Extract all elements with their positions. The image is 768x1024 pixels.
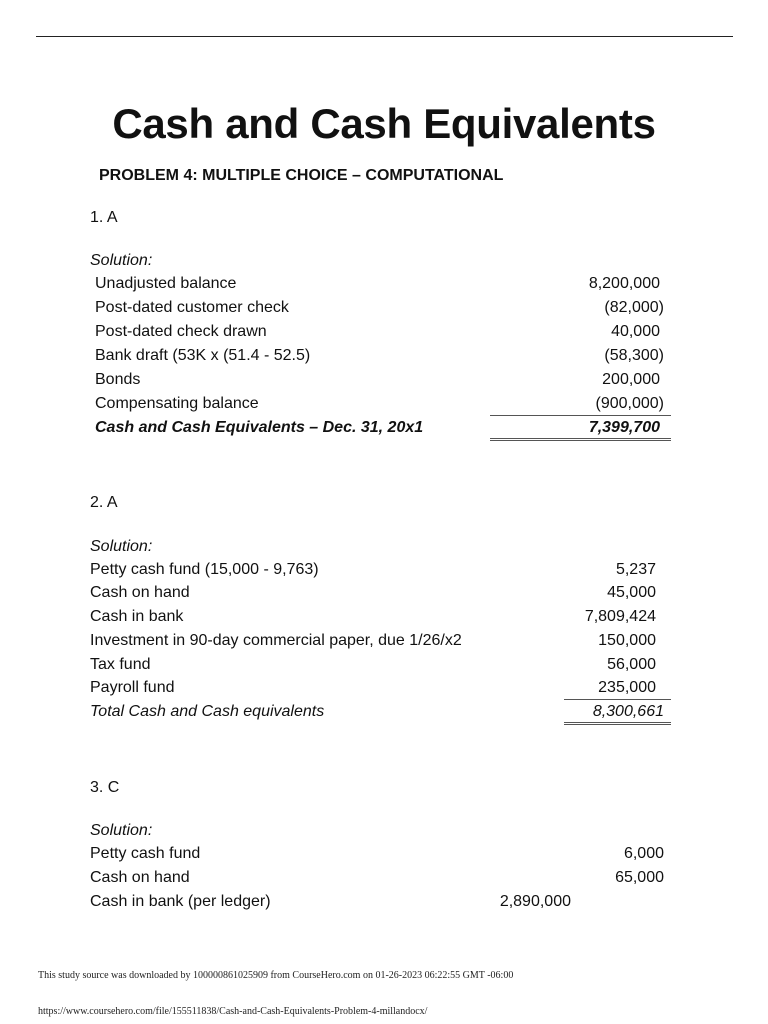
table-row — [0, 368, 768, 392]
row-label: Post-dated check drawn — [95, 323, 267, 340]
row-amount: 200,000 — [602, 371, 660, 388]
total-label: Total Cash and Cash equivalents — [90, 703, 325, 720]
total-rule — [490, 438, 671, 441]
table-row — [0, 676, 768, 700]
page-title: Cash and Cash Equivalents — [112, 100, 656, 147]
table-row — [0, 392, 768, 416]
row-amount: 150,000 — [598, 632, 656, 649]
row-label: Petty cash fund (15,000 - 9,763) — [90, 561, 319, 578]
row-label: Post-dated customer check — [95, 299, 289, 316]
answer-2: 2. A — [90, 494, 118, 511]
row-label: Cash in bank — [90, 608, 184, 625]
download-notice: This study source was downloaded by 100000861025909 from CourseHero.com on 01-26-2023 06:22:55 GMT -06:00 — [38, 970, 514, 981]
total-row — [0, 700, 768, 724]
total-amount: 8,300,661 — [592, 703, 664, 720]
table-row — [0, 605, 768, 629]
row-label: Payroll fund — [90, 679, 175, 696]
row-amount: (58,300) — [604, 347, 664, 364]
problem-heading: PROBLEM 4: MULTIPLE CHOICE – COMPUTATIONAL — [99, 167, 504, 184]
solution-label-2: Solution: — [90, 538, 153, 555]
table-row — [0, 272, 768, 296]
table-row — [0, 344, 768, 368]
table-row — [0, 296, 768, 320]
row-amount: 65,000 — [615, 869, 664, 886]
row-label: Unadjusted balance — [95, 275, 237, 292]
row-label: Bank draft (53K x (51.4 - 52.5) — [95, 347, 311, 364]
row-label: Investment in 90-day commercial paper, due 1/26/x2 — [90, 632, 462, 649]
source-url: https://www.coursehero.com/file/155511838/Cash-and-Cash-Equivalents-Problem-4-millandocx/ — [38, 1006, 428, 1017]
total-rule — [564, 722, 671, 725]
table-row — [0, 866, 768, 890]
row-label: Petty cash fund — [90, 845, 201, 862]
total-row — [0, 416, 768, 440]
table-row — [0, 558, 768, 582]
row-amount: 8,200,000 — [588, 275, 660, 292]
table-row — [0, 890, 768, 914]
row-label: Compensating balance — [95, 395, 259, 412]
row-amount: 6,000 — [623, 845, 664, 862]
row-label: Tax fund — [90, 656, 151, 673]
table-row — [0, 842, 768, 866]
total-label: Cash and Cash Equivalents – Dec. 31, 20x1 — [95, 419, 424, 436]
row-amount: 235,000 — [598, 679, 656, 696]
row-label: Bonds — [95, 371, 141, 388]
solution-label-3: Solution: — [90, 822, 153, 839]
top-rule — [36, 36, 733, 37]
total-amount: 7,399,700 — [588, 419, 660, 436]
row-amount: 2,890,000 — [499, 893, 571, 910]
answer-1: 1. A — [90, 209, 118, 226]
row-amount: 56,000 — [607, 656, 656, 673]
table-row — [0, 653, 768, 677]
answer-3: 3. C — [90, 779, 120, 796]
table-row — [0, 629, 768, 653]
row-label: Cash on hand — [90, 584, 190, 601]
row-amount: 7,809,424 — [584, 608, 656, 625]
row-amount: 45,000 — [607, 584, 656, 601]
row-amount: (82,000) — [604, 299, 664, 316]
row-amount: 5,237 — [615, 561, 656, 578]
row-label: Cash in bank (per ledger) — [90, 893, 271, 910]
table-row — [0, 320, 768, 344]
table-row — [0, 581, 768, 605]
solution-label-1: Solution: — [90, 252, 153, 269]
row-amount: (900,000) — [595, 395, 664, 412]
row-label: Cash on hand — [90, 869, 190, 886]
row-amount: 40,000 — [611, 323, 660, 340]
